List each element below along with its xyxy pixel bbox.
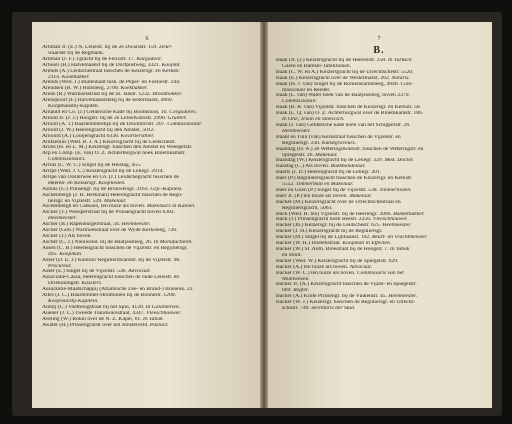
- entry-occupation: Commissionair.: [282, 99, 317, 105]
- entry-text: Baarts (J. D.) Heerengracht bij de Leliegr. 201.: [276, 170, 382, 176]
- entry-occupation: Commissionairs.: [48, 157, 86, 163]
- entry-text: Arnold (A. J.) Baarlemmerdijk bij de Droomnvstr. 207.: [42, 121, 166, 127]
- entry-text: Garen en Hamsel-Tafelilinnen.: [282, 63, 352, 69]
- entry-occupation: Koopmr.: [161, 62, 181, 68]
- entry-text: Arp en Comp. (E. van) O. Z. Achterburgwal hoek Bloemkamstr.: [42, 151, 186, 157]
- entry-occupation: Gruitter.: [167, 115, 187, 121]
- entry-occupation: Koekbakker.: [120, 86, 148, 92]
- entry-text: Baer en Goen (P.) Singel bij de Vijzelstr. 538.: [276, 187, 378, 193]
- entry-text: 495.: [48, 251, 58, 257]
- entry-occupation: Broodbakker.: [152, 92, 183, 98]
- entry-text: Backer (M.) Singel bij de Lijnbaanst. 192.: [276, 235, 371, 241]
- entry-text: Aschenbergh (J. H. Berkman) Heerengracht tusschen de Regu-: [42, 192, 183, 198]
- entry-text: Baak (Jr. (J.) Keizersgracht bij de Heerenstr. 258.: [276, 58, 387, 63]
- entry-text: Assurantie-Maatschappij (Atlantische Zee- en Brand-) Binnenk. 22.: [42, 287, 194, 293]
- book-spread: [12, 12, 502, 416]
- entry-text: Backer (M.) Keizersgracht over de Utrechtschestraat en: [276, 199, 401, 205]
- entry-text: Arnold Jr. (J. J.) Hoogstr. bij de 2e Leliedwarsstr. 2990.: [42, 115, 167, 121]
- entry-occupation: Heelmeester.: [121, 222, 151, 228]
- entry-text: Baandag (H. A.) 2e Weteringdwarsstr. tusschen de Weteringstr. en: [276, 146, 424, 152]
- entry-occupation: Makelaars in Katoen.: [146, 204, 196, 210]
- entry-text: Baer Jr. (P.) ten huize als boven.: [276, 193, 348, 199]
- entry-text: Altes (J. C.) Haarlemmer-Houttuinen bij de Bonnestr. 1200.: [42, 293, 176, 299]
- entry-text: Back (Wed. H. ten) Vijzelstr. bij de Heerengr. 3096.: [276, 211, 392, 217]
- entry-text: Baandag (W.) Keizersgracht bij de Leliegr. 329.: [276, 158, 384, 164]
- entry-text: Arenspoort (F.) Halvemaanssteeg bij de Botermarkt, 4669.: [42, 98, 174, 104]
- entry-occupation: Commissionair.: [167, 121, 203, 127]
- entry-occupation: Timmerlieden.: [379, 187, 412, 193]
- entry-text: Arends (Wed. J.) Buitenkant tusn. de Peper- en Foeliestr. 244.: [42, 80, 181, 86]
- entry-text: Baastag (C.) Als boven.: [276, 164, 330, 170]
- entry-text: Heeren- en Keizersgr.: [48, 180, 97, 186]
- entry-occupation: Notaris.: [391, 75, 410, 81]
- entry-text: Arrius (C. W. C.) Singel bij de Heistag, 455.: [42, 163, 142, 169]
- entry-occupation: Corgadores.: [169, 109, 197, 115]
- entry-occupation: Pastoor.: [149, 322, 169, 328]
- directory-entry: [276, 306, 482, 312]
- entry-occupation: Heelmeester.: [382, 223, 412, 229]
- entry-occupation: Kwartiersthier.: [120, 133, 155, 139]
- entry-occupation: Kurgadoor.: [136, 56, 162, 62]
- entry-occupation: Koopvaardij-Kapitein.: [48, 298, 99, 304]
- entry-text: Backer (Wed. W.) Keizersgracht bij de Spiegelstr. 629.: [276, 258, 399, 264]
- entry-text: Aveling (W.) Rokin over de N. Z. Kapel, 61.: [42, 316, 142, 322]
- entry-occupation: In Galanterien.: [145, 304, 181, 310]
- entry-text: Arnold (J. W.) Heerengracht bij den Amstel, 5012.: [42, 127, 155, 133]
- entry-occupation: Vleeschhouwer.: [146, 310, 182, 316]
- entry-text: Baak (H. J. van) Singel bij de Romeinsarmsteeg, 4946.: [276, 81, 400, 87]
- entry-occupation: Procureur.: [48, 263, 72, 269]
- entry-text: Backer (W. C.) ten huize als boven.: [276, 270, 356, 276]
- entry-occupation: Com-: [400, 81, 413, 87]
- entry-occupation: Secretaris der Stad.: [311, 306, 356, 312]
- entry-text: Aubirj (C.) Voetboogstraat bij het Spui, 4120.: [42, 304, 145, 310]
- entry-text: Arntzenius (Wed. B. J. A.) Keizersgracht bij de Leidschestr.: [42, 139, 176, 145]
- entry-text: Backer (W. J.) Keizersgr. tusschen de Reguliersgr. en Utrecht-: [276, 300, 415, 306]
- entry-occupation: In Tabak.: [142, 316, 164, 322]
- entry-text: Koopmansbij-Kapiten.: [48, 104, 100, 110]
- entry-occupation: Makelaar.: [315, 152, 338, 158]
- entry-text: Arbman Jr. (E.) N. Leliestr. bij de 2e Dwarsstr. 159.: [42, 45, 158, 50]
- entry-text: 669.: [282, 288, 292, 294]
- page-number: 7: [377, 36, 381, 42]
- page-number: 6: [145, 36, 149, 42]
- entry-occupation: Banketbakker.: [393, 211, 425, 217]
- entry-text: Assen (C. B.) Heerengracht tusschen de Vijzelstr. en Reguliersgr.: [42, 245, 188, 251]
- entry-text: Arendsen (B. W.) Hubsteeg, 2700.: [42, 86, 120, 92]
- entry-text: Baak (J. van) Geldersche kade hoek van het Schipperstr. 26.: [276, 122, 411, 128]
- entry-text: Arens (R.) Warmoesstraat bij de St. Janstr. 1232.: [42, 92, 151, 98]
- entry-occupation: In Turksch: [387, 58, 412, 63]
- entry-text: Baak (E.) Keizersgracht over de Westermarkt, 262.: [276, 75, 391, 81]
- entry-occupation: Boekhandelaar.: [330, 164, 366, 170]
- directory-entry: [42, 323, 252, 329]
- entry-text: Backer Jr. (A.) Keizersgracht tusschen de Vijzel- en Spiegelstr.: [276, 282, 417, 288]
- entry-text: Backer (A.) Korte Prinsengr. bij de Vinkenstr. 45.: [276, 294, 387, 300]
- entry-text: Ascher (Gob.) Warmoesstraat over de Wyde Kerksteeg, 726.: [42, 228, 178, 234]
- entry-list: [42, 45, 252, 329]
- book-gutter: [260, 22, 268, 408]
- entry-occupation: Koopliëden.: [98, 180, 126, 186]
- entry-text: Asser (E.) Singel bij de Vijzelstr. 536.: [42, 269, 127, 275]
- entry-text: 2114.: [48, 74, 61, 80]
- entry-text: Baak (B. R. van) Vijzelstr. tusschen de Keizersgr. en Kerkstr. 50.: [276, 105, 421, 111]
- entry-text: Baak (C. W. en A.) Keizersgracht bij de Utrechtschestr. 5520.: [276, 69, 414, 75]
- entry-text: Baak (L. van) Water hoek van de Baafjessteeg, boven 2379.: [276, 93, 410, 99]
- entry-text: Asmus (G.) Prinsengr. bij de Brouwersgr. 3163.: [42, 186, 149, 192]
- entry-occupation: Makelaar.: [349, 193, 372, 199]
- entry-text: waarder bij de Regtbank.: [48, 50, 105, 56]
- entry-text: Asser (D. E. J.) Kantoor Regulierdwarsstr. bij de Vijzelstr. 98.: [42, 257, 181, 263]
- entry-occupation: Kookhakker.: [61, 74, 90, 80]
- entry-text: Ascher (J.) Als boven.: [42, 234, 92, 239]
- entry-text: Arbooh (H.) Halvemaanst bij de Dorfpostweg, 3321.: [42, 62, 161, 68]
- entry-text: Ascher (T.) Weesperstraat bij de Prinsengracht boven 6302.: [42, 210, 176, 216]
- entry-text: Reguliersgr. 230.: [282, 140, 321, 146]
- entry-occupation: Vleeschhouwer.: [372, 217, 408, 223]
- entry-text: Ascher (B.) Rapenburgerstraat, 34.: [42, 222, 121, 228]
- entry-text: Arbman (J. F.) Tgracht bij de Felixstr. 17.: [42, 56, 136, 62]
- entry-text: Backer (W. H.) Doelenstraat.: [276, 241, 342, 247]
- entry-occupation: Grp.-Kapiteis.: [150, 186, 183, 192]
- entry-text: Arnauld en Co. (J.) Geldersche Kade bij Boomsloot, 10.: [42, 109, 168, 115]
- entry-occupation: Commissaris van het: [356, 270, 404, 276]
- entry-list: [276, 58, 482, 312]
- entry-occupation: In Tabak: [389, 247, 410, 252]
- entry-occupation: Regter.: [293, 288, 309, 294]
- entry-text: liersgr. en Vijzelstr. 539.: [48, 198, 103, 204]
- entry-text: Arnould (A.) Looijersgracht 6336.: [42, 133, 120, 139]
- entry-text: Baer (P.) Regulieersgracht tusschen de Keizersgr. en Kerkstr.: [276, 176, 413, 182]
- entry-text: Aschenbergh en Calkoen, ten huize als boven.: [42, 204, 146, 210]
- entry-occupation: Heelmeester.: [388, 294, 418, 300]
- entry-text: Baant en Tuin (van) Kerkstraat tusschen de Vijzelstr. en: [276, 134, 401, 140]
- entry-occupation: Heelmeester.: [282, 128, 311, 134]
- entry-occupation: Deur-: [159, 45, 173, 50]
- entry-occupation: Makelaar.: [103, 198, 127, 204]
- section-heading: B.: [373, 45, 385, 56]
- entry-occupation: Koopman in Effecten.: [342, 241, 392, 247]
- entry-text: Reguliersgracht, 5063.: [282, 205, 333, 211]
- entry-occupation: Kunstgraveurs.: [321, 140, 357, 146]
- entry-text: Backer (W.) St. Anth. Breestraat bij de Hoogstr. 7.: [276, 247, 389, 252]
- entry-text: en Snuif.: [282, 252, 303, 258]
- entry-text: Associatie-Cassa, Heerengracht tusschen de oude Leliestr. en: [42, 275, 179, 281]
- entry-text: Driekoningstr.: [48, 281, 81, 287]
- left-page: [32, 22, 260, 408]
- entry-occupation: Timmerman en Makelaar.: [296, 182, 354, 188]
- entry-text: Backer (A.) ten huize als boven.: [276, 264, 349, 270]
- entry-occupation: Advocaat.: [128, 269, 151, 275]
- entry-text: Awater (H.) Prinsengracht over het Amstelveld.: [42, 322, 149, 328]
- entry-text: Arripe van Oosterwee en Co. (J.) Leidschegracht tusschen de: [42, 174, 179, 180]
- entry-text: Muntwezen.: [282, 276, 310, 282]
- entry-text: Auener (J. C.) Tweede Tuindwarsstraat, 4347.: [42, 310, 145, 316]
- entry-text: Backer (Jh.) Keizersgr. bij de Leidschestr. 625.: [276, 223, 382, 229]
- entry-text: schestr. 749.: [282, 306, 310, 312]
- entry-text: Arons (H. en L. M.) Keizersgr. tusschen den Amstel en Weesperstr.: [42, 145, 193, 151]
- entry-occupation: Advocaat.: [349, 264, 373, 270]
- entry-text: Arends (A.) Leidschestraat tusschen de Keizersgr. en Kerkstr.: [42, 68, 180, 74]
- right-page: [268, 22, 492, 408]
- entry-text: Arripe (Wed. J. C.) Keizersgracht bij de Leliegr. 2914.: [42, 169, 164, 175]
- entry-text: missionair en Reeder.: [282, 87, 331, 93]
- entry-text: Baak (L. Q. van) O. Z. Achterburgwal over de Bloemkamstr. 186.: [276, 111, 424, 117]
- entry-occupation: In Manufacturen.: [153, 239, 193, 245]
- entry-text: 5552.: [282, 182, 295, 188]
- entry-occupation: Beurt- en Vrachtmeester.: [372, 235, 428, 241]
- entry-occupation: Koopman.: [59, 251, 83, 257]
- entry-occupation: Kassiers.: [81, 281, 103, 287]
- entry-occupation: Heelmeester.: [48, 216, 77, 222]
- entry-text: Spiegelstr. 26.: [282, 152, 314, 158]
- entry-occupation: Med. Doctor.: [384, 158, 414, 164]
- entry-occupation: In Olie, Traan en Stokvisch.: [282, 117, 345, 123]
- entry-text: Ascher (C. J.) Nieuwend. bij de Baafjessteeg, 26.: [42, 239, 153, 245]
- entry-text: Backer (J. H.) Keizersgracht bij de Reguliersgr.: [276, 229, 383, 235]
- entry-text: Back (J.) Prinsengracht hoek Reestr. 2256.: [276, 217, 372, 223]
